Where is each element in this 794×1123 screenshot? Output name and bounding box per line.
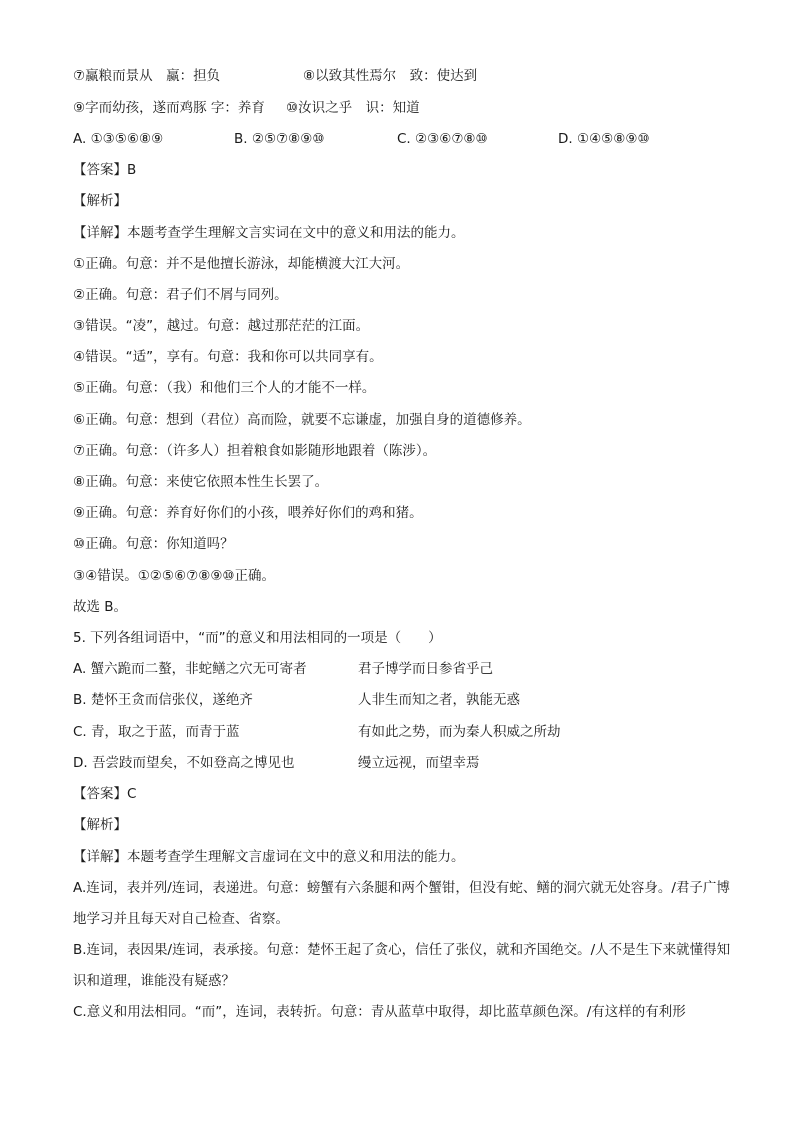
q4-choice-10: ⑩汝识之乎 识：知道 <box>286 100 420 116</box>
q5-answer: 【答案】C <box>73 786 137 802</box>
q5-explanation-c: C.意义和用法相同。“而”，连词，表转折。句意：青从蓝草中取得，却比蓝草颜色深。/有这样的有利形 <box>73 1004 686 1020</box>
q4-item-10: ⑩正确。句意：你知道吗？ <box>73 536 234 552</box>
q5-option-a-left: A. 蟹六跪而二螯，非蛇鳝之穴无可寄者 <box>73 661 307 677</box>
q4-choice-9: ⑨字而幼孩，遂而鸡豚 字：养育 <box>73 100 265 116</box>
q4-item-6: ⑥正确。句意：想到（君位）高而险，就要不忘谦虚，加强自身的道德修养。 <box>73 412 531 428</box>
q4-item-4: ④错误。“适”，享有。句意：我和你可以共同享有。 <box>73 349 383 365</box>
q5-explanation-a: A.连词，表并列/连词，表递进。句意：螃蟹有六条腿和两个蟹钳，但没有蛇、鳝的洞穴就无处容身。/君子广博地学习并且每天对自己检查、省察。 <box>73 880 730 927</box>
q4-option-a: A. ①③⑤⑥⑧⑨ <box>73 131 164 147</box>
q4-options <box>73 129 733 149</box>
q4-option-c: C. ②③⑥⑦⑧⑩ <box>397 131 488 147</box>
q5-analysis-label: 【解析】 <box>73 817 127 833</box>
q4-item-2: ②正确。句意：君子们不屑与同列。 <box>73 287 288 303</box>
q5-option-d-right: 缦立远视，而望幸焉 <box>358 755 480 771</box>
q5-option-c-right: 有如此之势，而为秦人积威之所劫 <box>358 724 561 740</box>
q4-item-7: ⑦正确。句意：（许多人）担着粮食如影随形地跟着（陈涉）。 <box>73 443 437 459</box>
q5-stem: 5. 下列各组词语中，“而”的意义和用法相同的一项是（ ） <box>73 630 442 646</box>
q4-choice-8: ⑧以致其性焉尔 致：使达到 <box>303 68 478 84</box>
q4-item-9: ⑨正确。句意：养育好你们的小孩，喂养好你们的鸡和猪。 <box>73 505 423 521</box>
q5-option-c <box>73 722 733 742</box>
q5-detail: 【详解】本题考查学生理解文言虚词在文中的意义和用法的能力。 <box>73 849 465 865</box>
q4-item-1: ①正确。句意：并不是他擅长游泳，却能横渡大江大河。 <box>73 256 410 272</box>
q5-option-a-right: 君子博学而日参省乎己 <box>358 661 493 677</box>
q4-item-8: ⑧正确。句意：来使它依照本性生长罢了。 <box>73 474 329 490</box>
q4-option-b: B. ②⑤⑦⑧⑨⑩ <box>234 131 325 147</box>
q5-option-d-left: D. 吾尝跂而望矣，不如登高之博见也 <box>73 755 295 771</box>
q5-option-b-left: B. 楚怀王贪而信张仪，遂绝齐 <box>73 692 253 708</box>
q5-option-a <box>73 659 733 679</box>
q5-option-c-left: C. 青，取之于蓝，而青于蓝 <box>73 724 240 740</box>
q4-option-d: D. ①④⑤⑧⑨⑩ <box>558 131 650 147</box>
q4-item-3: ③错误。“凌”，越过。句意：越过那茫茫的江面。 <box>73 318 370 334</box>
q4-conclusion: 故选 B。 <box>73 599 128 615</box>
q4-summary: ③④错误。①②⑤⑥⑦⑧⑨⑩正确。 <box>73 568 276 584</box>
q4-choice-7: ⑦赢粮而景从 赢：担负 <box>73 68 221 84</box>
q4-choice-line-7-8 <box>73 66 733 86</box>
q5-option-d <box>73 753 733 773</box>
q5-explanation-b: B.连词，表因果/连词，表承接。句意：楚怀王起了贪心，信任了张仪，就和齐国绝交。/人不是生下来就懂得知识和道理，谁能没有疑惑？ <box>73 942 731 989</box>
q5-option-b <box>73 690 733 710</box>
q4-answer: 【答案】B <box>73 162 137 178</box>
q4-item-5: ⑤正确。句意：（我）和他们三个人的才能不一样。 <box>73 380 376 396</box>
q4-detail: 【详解】本题考查学生理解文言实词在文中的意义和用法的能力。 <box>73 225 465 241</box>
q4-choice-line-9-10 <box>73 98 733 118</box>
q5-option-b-right: 人非生而知之者，孰能无惑 <box>358 692 520 708</box>
q4-analysis-label: 【解析】 <box>73 193 127 209</box>
